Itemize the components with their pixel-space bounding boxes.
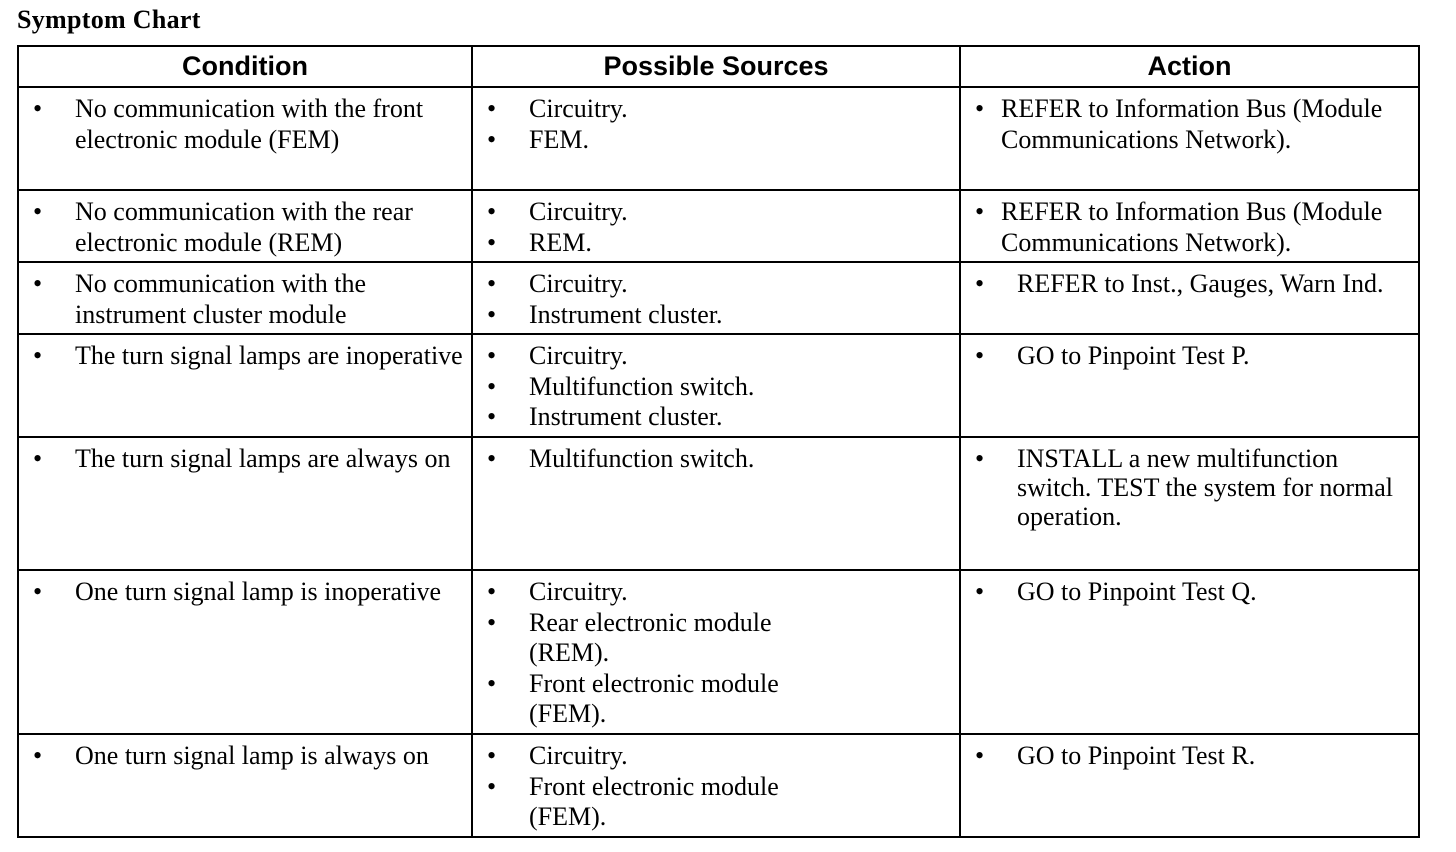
sources-cell	[472, 734, 960, 837]
action-cell	[960, 190, 1419, 262]
source-item: • Front electronic module (FEM).	[473, 669, 849, 730]
action-text: • REFER to Information Bus (Module Communications Network).	[961, 94, 1418, 155]
action-cell	[960, 87, 1419, 190]
source-item: • Circuitry.	[473, 197, 959, 228]
sources-cell	[472, 87, 960, 190]
table-row	[18, 734, 1419, 837]
action-cell	[960, 334, 1419, 437]
condition-text: • No communication with the rear electronic module (REM)	[19, 197, 471, 258]
action-text: • REFER to Information Bus (Module Communications Network).	[961, 197, 1418, 258]
source-item: • Circuitry.	[473, 577, 849, 608]
sources-cell	[472, 334, 960, 437]
source-item: • Multifunction switch.	[473, 444, 959, 475]
condition-cell	[18, 190, 472, 262]
source-item: • Front electronic module (FEM).	[473, 772, 849, 833]
condition-cell	[18, 262, 472, 334]
source-item: • Instrument cluster.	[473, 300, 959, 331]
source-item: • Circuitry.	[473, 341, 959, 372]
source-item: • Circuitry.	[473, 94, 959, 125]
condition-cell	[18, 734, 472, 837]
condition-text: • No communication with the instrument cluster module	[19, 269, 471, 330]
condition-cell	[18, 437, 472, 570]
action-cell	[960, 262, 1419, 334]
action-text: • REFER to Inst., Gauges, Warn Ind.	[961, 269, 1418, 300]
condition-cell	[18, 87, 472, 190]
table-row	[18, 262, 1419, 334]
table-row	[18, 190, 1419, 262]
chart-title: Symptom Chart	[17, 5, 201, 34]
source-item: • Instrument cluster.	[473, 402, 959, 433]
sources-cell	[472, 190, 960, 262]
condition-text: • One turn signal lamp is inoperative	[19, 577, 471, 608]
action-text: • INSTALL a new multifunction switch. TEST the system for normal operation.	[961, 444, 1418, 531]
table-row	[18, 437, 1419, 570]
sources-cell	[472, 262, 960, 334]
action-cell	[960, 570, 1419, 734]
source-item: • REM.	[473, 228, 959, 259]
action-cell	[960, 437, 1419, 570]
source-item: • Rear electronic module (REM).	[473, 608, 849, 669]
action-cell	[960, 734, 1419, 837]
source-item: • Multifunction switch.	[473, 372, 959, 403]
condition-text: • No communication with the front electronic module (FEM)	[19, 94, 471, 155]
condition-text: • The turn signal lamps are always on	[19, 444, 471, 475]
source-item: • FEM.	[473, 125, 959, 156]
action-text: • GO to Pinpoint Test R.	[961, 741, 1418, 772]
table-row	[18, 570, 1419, 734]
action-text: • GO to Pinpoint Test Q.	[961, 577, 1418, 608]
condition-text: • The turn signal lamps are inoperative	[19, 341, 471, 372]
table-header-row	[18, 46, 1419, 87]
source-item: • Circuitry.	[473, 741, 849, 772]
condition-cell	[18, 334, 472, 437]
action-header: Action	[960, 46, 1419, 87]
table-row	[18, 87, 1419, 190]
table-row	[18, 334, 1419, 437]
possible-sources-header: Possible Sources	[472, 46, 960, 87]
condition-text: • One turn signal lamp is always on	[19, 741, 471, 772]
symptom-table	[17, 45, 1420, 838]
source-item: • Circuitry.	[473, 269, 959, 300]
condition-cell	[18, 570, 472, 734]
condition-header: Condition	[18, 46, 472, 87]
sources-cell	[472, 437, 960, 570]
action-text: • GO to Pinpoint Test P.	[961, 341, 1418, 372]
sources-cell	[472, 570, 960, 734]
